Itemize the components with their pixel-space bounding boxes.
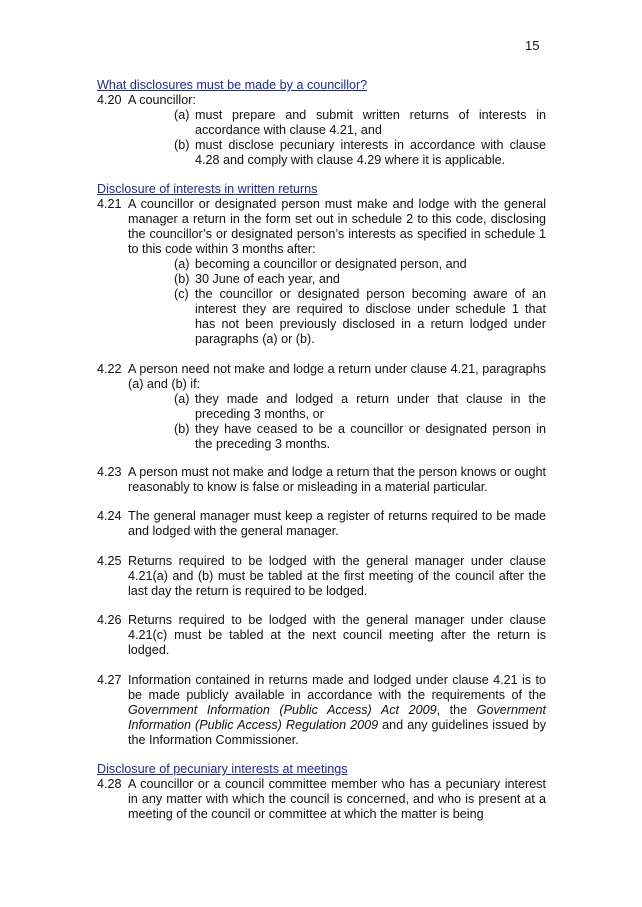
item-text: the councillor or designated person becoming aware of an interest they are required to disclose under schedule 1 that has not been previously disclosed in a return lodged under paragraphs (a) or (b). (195, 287, 546, 346)
list-item (174, 272, 546, 287)
clause-text-part: Information contained in returns made and lodged under clause 4.21 is to be made publicly available in accordance with the requirements of the (128, 673, 546, 702)
clause-text-part: and any guidelines issued by the Information Commissioner. (128, 718, 546, 747)
list-item (174, 422, 546, 452)
item-text: becoming a councillor or designated person, and (195, 257, 467, 271)
clause-number: 4.20 (97, 93, 122, 107)
item-label: (b) (174, 272, 190, 286)
clause-text: A councillor: (128, 93, 196, 107)
act-title: Government Information (Public Access) Act 2009 (128, 703, 437, 717)
list-item (174, 138, 546, 168)
item-text: must prepare and submit written returns of interests in accordance with clause 4.21, and (195, 108, 546, 137)
item-label: (b) (174, 138, 190, 152)
clause-items (174, 392, 546, 452)
list-item (174, 287, 546, 347)
page-number: 15 (525, 38, 540, 53)
section-heading-disclosures: What disclosures must be made by a councillor? (97, 78, 368, 92)
item-text: 30 June of each year, and (195, 272, 340, 286)
list-item (174, 257, 546, 272)
clause-text: Returns required to be lodged with the general manager under clause 4.21(a) and (b) must be tabled at the first meeting of the council after the last day the return is required to be lodged. (128, 554, 546, 598)
clause-number: 4.21 (97, 197, 122, 211)
clause-text: A person need not make and lodge a return under clause 4.21, paragraphs (a) and (b) if: (128, 362, 546, 391)
clause-number: 4.28 (97, 777, 122, 791)
clause-number: 4.25 (97, 554, 122, 568)
item-label: (a) (174, 257, 190, 271)
clause-text: The general manager must keep a register of returns required to be made and lodged with the general manager. (128, 509, 546, 538)
clause-text (128, 673, 546, 748)
list-item (174, 108, 546, 138)
item-text: they made and lodged a return under that clause in the preceding 3 months, or (195, 392, 546, 421)
clause-number: 4.22 (97, 362, 122, 376)
section-heading-written-returns: Disclosure of interests in written returns (97, 182, 318, 196)
item-label: (a) (174, 392, 190, 406)
item-label: (b) (174, 422, 190, 436)
regulation-title: Government Information (Public Access) Regulation 2009 (128, 703, 546, 732)
list-item (174, 392, 546, 422)
item-label: (c) (174, 287, 189, 301)
clause-items (174, 257, 546, 347)
clause-number: 4.26 (97, 613, 122, 627)
item-text: they have ceased to be a councillor or designated person in the preceding 3 months. (195, 422, 546, 451)
item-text: must disclose pecuniary interests in accordance with clause 4.28 and comply with clause 4.29 where it is applicable. (195, 138, 546, 167)
clause-text-part: , the (436, 703, 477, 717)
section-heading-pecuniary-interests: Disclosure of pecuniary interests at meetings (97, 762, 348, 776)
clause-text: A councillor or a council committee member who has a pecuniary interest in any matter with which the council is concerned, and who is present at a meeting of the council or committee at which the matter is being (128, 777, 546, 821)
clause-text: Returns required to be lodged with the general manager under clause 4.21(c) must be tabled at the next council meeting after the return is lodged. (128, 613, 546, 657)
clause-items (174, 108, 546, 168)
clause-text: A councillor or designated person must make and lodge with the general manager a return in the form set out in schedule 2 to this code, disclosing the councillor’s or designated person’s interests as specified in schedule 1 to this code within 3 months after: (128, 197, 546, 256)
clause-number: 4.23 (97, 465, 122, 479)
clause-number: 4.27 (97, 673, 122, 687)
clause-number: 4.24 (97, 509, 122, 523)
clause-text: A person must not make and lodge a return that the person knows or ought reasonably to know is false or misleading in a material particular. (128, 465, 546, 494)
item-label: (a) (174, 108, 190, 122)
